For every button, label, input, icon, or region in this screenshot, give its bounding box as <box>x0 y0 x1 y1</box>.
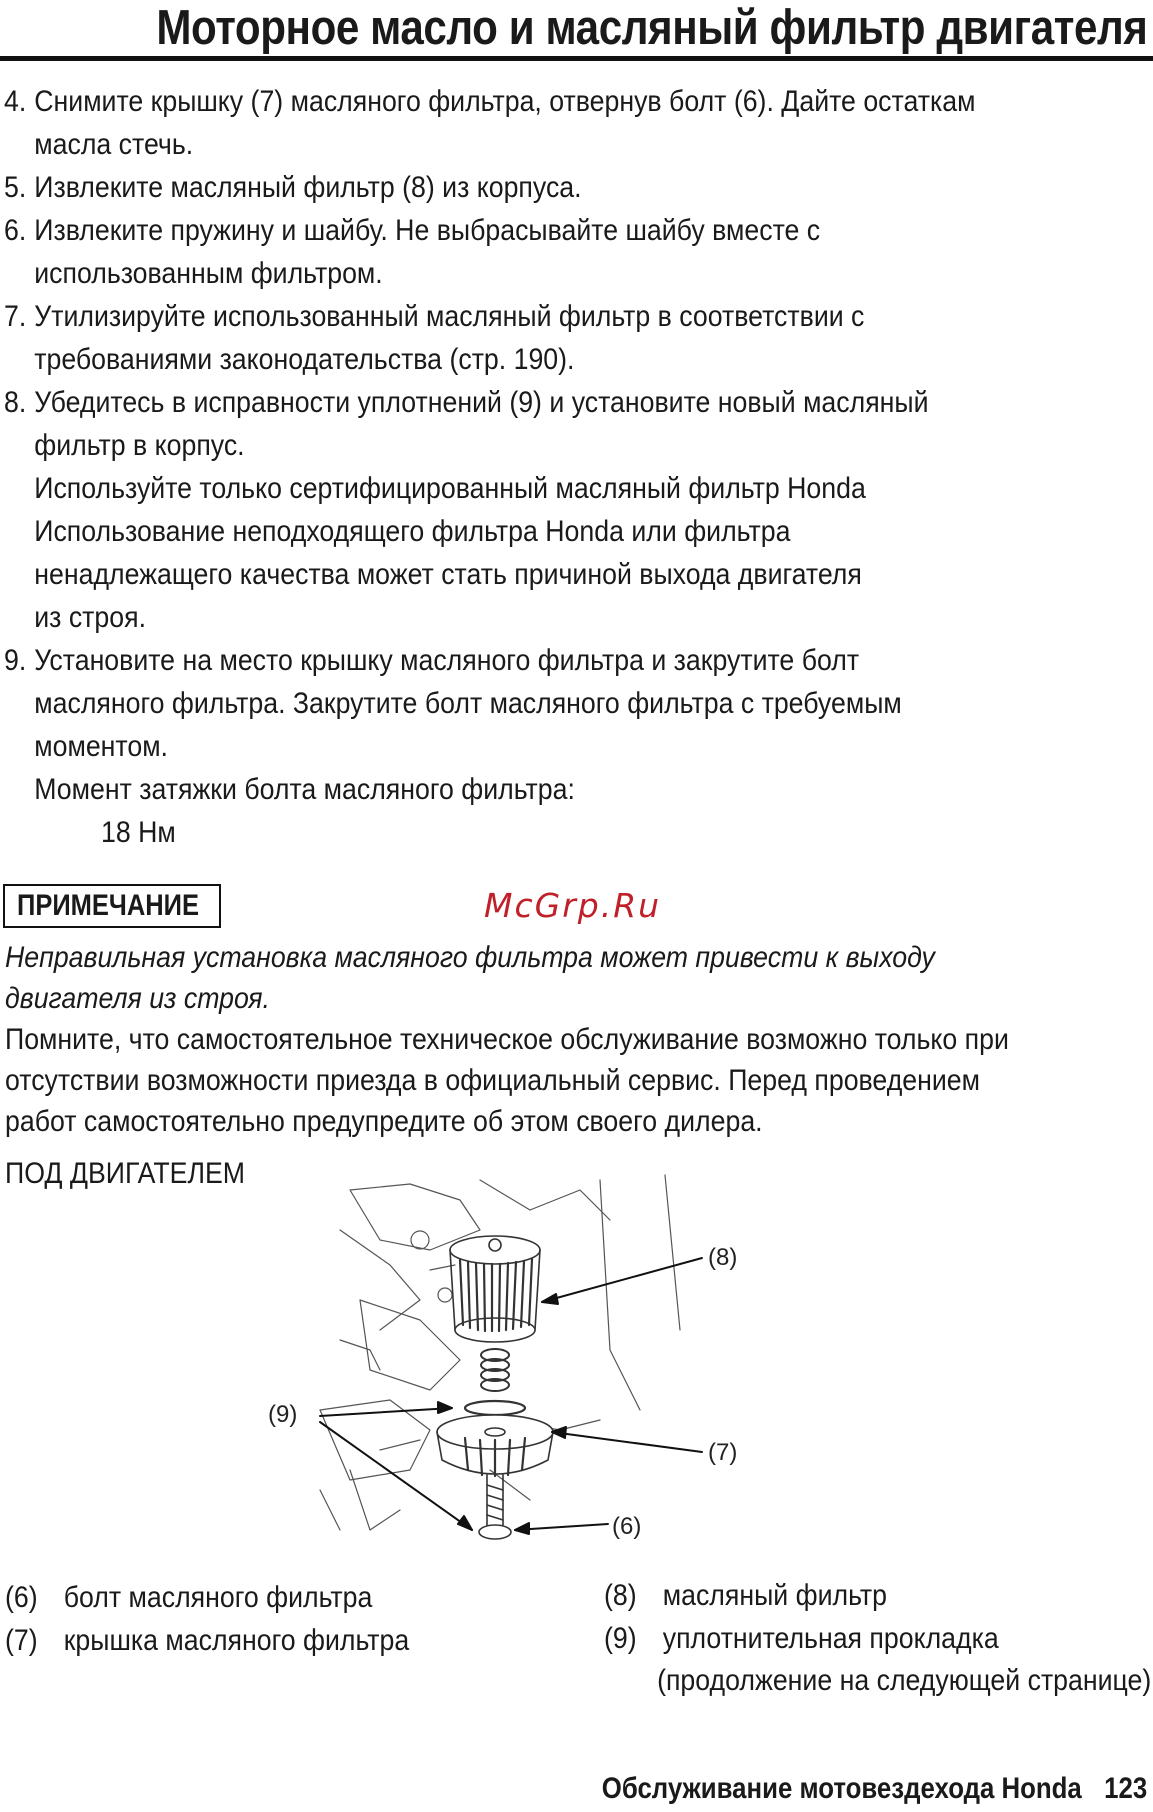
callout-9: (9) <box>268 1401 298 1428</box>
step-line: использованным фильтром. <box>34 257 383 290</box>
spring-icon <box>481 1349 509 1391</box>
page-title: Моторное масло и масляный фильтр двигателя <box>155 1 1147 55</box>
steps-list <box>4 80 1144 854</box>
step-line: Используйте только сертифицированный масляный фильтр Honda <box>34 472 866 505</box>
note-warning-line: двигателя из строя. <box>5 982 270 1015</box>
note-line: работ самостоятельно предупредите об этом своего дилера. <box>5 1105 763 1138</box>
step-line: Момент затяжки болта масляного фильтра: <box>34 773 575 806</box>
step-8 <box>4 381 1134 639</box>
legend-item: (7) крышка масляного фильтра <box>5 1624 410 1657</box>
figure-caption: ПОД ДВИГАТЕЛЕМ <box>5 1157 246 1190</box>
step-line: масла стечь. <box>34 128 194 161</box>
title-rule <box>0 56 1153 61</box>
step-5 <box>4 166 1134 209</box>
step-6 <box>4 209 1134 295</box>
legend-item: (8) масляный фильтр <box>604 1579 887 1612</box>
step-number: 9. <box>4 644 27 677</box>
step-line: Извлеките масляный фильтр (8) из корпуса. <box>34 171 582 204</box>
step-number: 6. <box>4 214 27 247</box>
continued-note: (продолжение на следующей странице) <box>656 1664 1151 1697</box>
seal-ring-icon <box>465 1401 525 1415</box>
filter-cover-icon <box>437 1415 553 1476</box>
legend-item: (6) болт масляного фильтра <box>5 1581 373 1614</box>
step-line: из строя. <box>34 601 146 634</box>
step-9 <box>4 639 1134 854</box>
step-number: 4. <box>4 85 27 118</box>
callout-8: (8) <box>708 1244 738 1271</box>
step-line: масляного фильтра. Закрутите болт масляного фильтра с требуемым <box>34 687 902 720</box>
legend-right <box>604 1574 999 1660</box>
step-7 <box>4 295 1134 381</box>
legend-left <box>5 1576 409 1662</box>
step-line: Извлеките пружину и шайбу. Не выбрасывайте шайбу вместе с <box>34 214 821 247</box>
note-label: ПРИМЕЧАНИЕ <box>3 884 221 928</box>
step-line: Установите на место крышку масляного фильтра и закрутите болт <box>34 644 860 677</box>
engine-housing-lines <box>320 1175 680 1530</box>
oil-filter-diagram <box>268 1170 880 1560</box>
step-line: Убедитесь в исправности уплотнений (9) и установите новый масляный <box>34 386 929 419</box>
watermark: McGrp.Ru <box>484 886 662 925</box>
note-line: Помните, что самостоятельное техническое обслуживание возможно только при <box>5 1023 1009 1056</box>
torque-value: 18 Нм <box>101 816 176 849</box>
note-text <box>5 937 1150 1142</box>
step-line: требованиями законодательства (стр. 190). <box>34 343 575 376</box>
callout-6: (6) <box>612 1513 642 1540</box>
step-number: 5. <box>4 171 27 204</box>
step-number: 8. <box>4 386 27 419</box>
note-warning-line: Неправильная установка масляного фильтра может привести к выходу <box>5 941 935 974</box>
diagram-svg <box>268 1170 880 1560</box>
step-number: 7. <box>4 300 27 333</box>
callout-leaders <box>320 1258 702 1534</box>
page-number: 123 <box>1103 1772 1147 1805</box>
step-line: Утилизируйте использованный масляный фильтр в соответствии с <box>34 300 865 333</box>
step-line: моментом. <box>34 730 168 763</box>
callout-7: (7) <box>708 1439 738 1466</box>
step-line: Снимите крышку (7) масляного фильтра, отвернув болт (6). Дайте остаткам <box>34 85 976 118</box>
step-4 <box>4 80 1134 166</box>
note-line: отсутствии возможности приезда в официальный сервис. Перед проведением <box>5 1064 980 1097</box>
step-line: фильтр в корпус. <box>34 429 245 462</box>
step-line: Использование неподходящего фильтра Honda или фильтра <box>34 515 791 548</box>
footer-section: Обслуживание мотовездехода Honda <box>601 1772 1082 1805</box>
legend-item: (9) уплотнительная прокладка <box>604 1622 999 1655</box>
step-line: ненадлежащего качества может стать причиной выхода двигателя <box>34 558 862 591</box>
bolt-icon <box>479 1475 511 1539</box>
oil-filter-icon <box>450 1236 540 1342</box>
page-footer <box>602 1772 1147 1806</box>
